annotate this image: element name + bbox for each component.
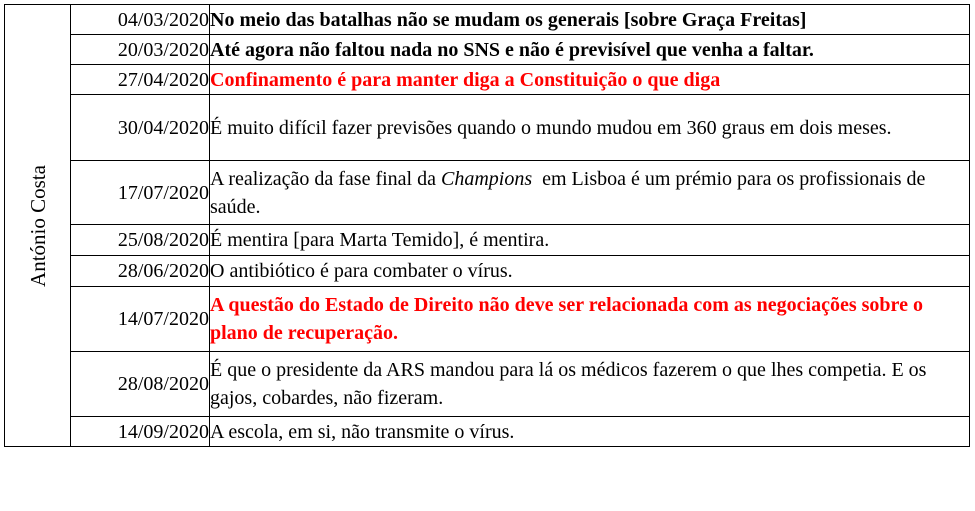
quote-cell (210, 161, 970, 225)
table-row (5, 65, 970, 95)
quote-cell: No meio das batalhas não se mudam os generais [sobre Graça Freitas] (210, 5, 970, 35)
quotes-table (4, 4, 970, 447)
quote-cell: O antibiótico é para combater o vírus. (210, 256, 970, 287)
table-row (5, 35, 970, 65)
date-cell: 27/04/2020 (71, 65, 210, 95)
date-cell: 30/04/2020 (71, 95, 210, 161)
date-cell: 25/08/2020 (71, 225, 210, 256)
quote-cell: A questão do Estado de Direito não deve ser relacionada com as negociações sobre o plano de recuperação. (210, 287, 970, 352)
quote-cell: É mentira [para Marta Temido], é mentira. (210, 225, 970, 256)
date-cell: 14/07/2020 (71, 287, 210, 352)
quote-cell: É que o presidente da ARS mandou para lá os médicos fazerem o que lhes competia. E os gajos, cobardes, não fizeram. (210, 352, 970, 417)
table-row (5, 287, 970, 352)
date-cell: 28/06/2020 (71, 256, 210, 287)
speaker-cell (5, 5, 71, 447)
date-cell: 14/09/2020 (71, 417, 210, 447)
table-row (5, 161, 970, 225)
date-cell: 28/08/2020 (71, 352, 210, 417)
quote-cell: Confinamento é para manter diga a Constituição o que diga (210, 65, 970, 95)
table-row (5, 225, 970, 256)
table-row (5, 95, 970, 161)
quote-cell: A escola, em si, não transmite o vírus. (210, 417, 970, 447)
speaker-name: António Costa (25, 164, 50, 287)
date-cell: 17/07/2020 (71, 161, 210, 225)
quote-text-italic: Champions (440, 167, 533, 190)
date-cell: 20/03/2020 (71, 35, 210, 65)
table-row (5, 417, 970, 447)
quote-cell: Até agora não faltou nada no SNS e não é previsível que venha a faltar. (210, 35, 970, 65)
date-cell: 04/03/2020 (71, 5, 210, 35)
table-row (5, 5, 970, 35)
quote-cell: É muito difícil fazer previsões quando o mundo mudou em 360 graus em dois meses. (210, 95, 970, 161)
table-row (5, 352, 970, 417)
quote-text-after: em Lisboa é um prémio para os profissionais de saúde. (210, 167, 931, 218)
quote-text-before: A realização da fase final da (210, 167, 441, 190)
table-row (5, 256, 970, 287)
